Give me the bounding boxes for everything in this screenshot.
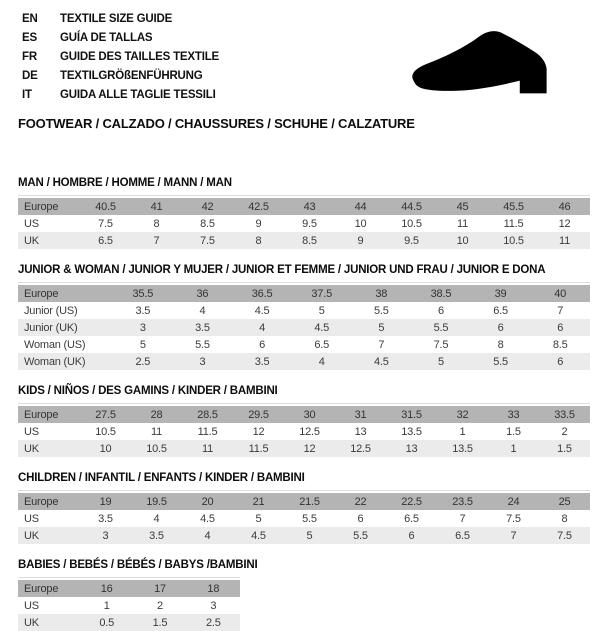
size-value: 3.5 bbox=[232, 353, 292, 370]
size-value: 5 bbox=[284, 527, 335, 544]
size-value: 6.5 bbox=[80, 232, 131, 249]
size-value: 12.5 bbox=[284, 423, 335, 440]
size-value: 25 bbox=[539, 493, 590, 510]
size-value: 1 bbox=[80, 597, 133, 614]
size-value: 6 bbox=[530, 353, 590, 370]
row-label: US bbox=[18, 597, 80, 614]
size-value: 1 bbox=[488, 440, 539, 457]
size-value: 1.5 bbox=[539, 440, 590, 457]
size-value: 7.5 bbox=[488, 510, 539, 527]
size-value: 4.5 bbox=[233, 527, 284, 544]
size-value: 9.5 bbox=[284, 215, 335, 232]
size-value: 10 bbox=[80, 440, 131, 457]
language-code: IT bbox=[22, 89, 32, 101]
table-top-rule bbox=[18, 403, 590, 404]
row-label: Europe bbox=[18, 493, 80, 510]
language-code: FR bbox=[22, 51, 37, 63]
table-top-rule bbox=[18, 490, 590, 491]
size-value: 6.5 bbox=[471, 302, 531, 319]
size-value: 8.5 bbox=[182, 215, 233, 232]
size-value: 1.5 bbox=[133, 614, 186, 631]
size-value: 4 bbox=[131, 510, 182, 527]
size-value: 6 bbox=[386, 527, 437, 544]
row-label: UK bbox=[18, 614, 80, 631]
row-label: US bbox=[18, 510, 80, 527]
size-value: 8.5 bbox=[530, 336, 590, 353]
size-value: 46 bbox=[539, 198, 590, 215]
size-value: 5 bbox=[292, 302, 352, 319]
size-value: 6.5 bbox=[386, 510, 437, 527]
size-value: 6 bbox=[411, 302, 471, 319]
size-value: 23.5 bbox=[437, 493, 488, 510]
size-value: 10 bbox=[437, 232, 488, 249]
size-value: 12 bbox=[539, 215, 590, 232]
size-value: 16 bbox=[80, 580, 133, 597]
size-header-row bbox=[18, 198, 590, 215]
size-value: 40.5 bbox=[80, 198, 131, 215]
size-value: 10.5 bbox=[80, 423, 131, 440]
size-value: 31.5 bbox=[386, 406, 437, 423]
size-value: 3.5 bbox=[173, 319, 233, 336]
size-value: 13 bbox=[386, 440, 437, 457]
table-title: CHILDREN / INFANTIL / ENFANTS / KINDER / BAMBINI bbox=[18, 472, 305, 484]
size-value: 1 bbox=[437, 423, 488, 440]
tables-host bbox=[18, 177, 590, 631]
size-value: 5 bbox=[113, 336, 173, 353]
size-value: 39 bbox=[471, 285, 531, 302]
size-value: 6.5 bbox=[437, 527, 488, 544]
row-label: Europe bbox=[18, 406, 80, 423]
language-label: GUÍA DE TALLAS bbox=[60, 32, 153, 44]
size-value: 6 bbox=[335, 510, 386, 527]
size-value: 35.5 bbox=[113, 285, 173, 302]
size-value: 18 bbox=[187, 580, 240, 597]
size-table-section bbox=[18, 177, 590, 249]
size-table bbox=[18, 198, 590, 249]
row-label: UK bbox=[18, 232, 80, 249]
size-value: 3 bbox=[113, 319, 173, 336]
size-value: 2 bbox=[133, 597, 186, 614]
size-value: 11.5 bbox=[182, 423, 233, 440]
size-value: 11 bbox=[131, 423, 182, 440]
size-value: 22 bbox=[335, 493, 386, 510]
size-value: 5 bbox=[352, 319, 412, 336]
size-value: 43 bbox=[284, 198, 335, 215]
language-code: DE bbox=[22, 70, 38, 82]
size-value: 45.5 bbox=[488, 198, 539, 215]
row-label: Woman (US) bbox=[18, 336, 113, 353]
size-value: 11.5 bbox=[488, 215, 539, 232]
size-value: 7 bbox=[131, 232, 182, 249]
size-value: 0.5 bbox=[80, 614, 133, 631]
size-value: 6.5 bbox=[292, 336, 352, 353]
size-value: 5 bbox=[411, 353, 471, 370]
size-value: 8 bbox=[131, 215, 182, 232]
size-value: 12.5 bbox=[335, 440, 386, 457]
size-value: 13.5 bbox=[386, 423, 437, 440]
size-value: 27.5 bbox=[80, 406, 131, 423]
size-value: 5.5 bbox=[471, 353, 531, 370]
language-label: GUIDA ALLE TAGLIE TESSILI bbox=[60, 89, 216, 101]
size-value: 7 bbox=[530, 302, 590, 319]
size-value: 3.5 bbox=[113, 302, 173, 319]
table-title: KIDS / NIÑOS / DES GAMINS / KINDER / BAMBINI bbox=[18, 385, 278, 397]
language-code: EN bbox=[22, 13, 38, 25]
row-label: US bbox=[18, 215, 80, 232]
size-value: 5.5 bbox=[411, 319, 471, 336]
size-value: 19 bbox=[80, 493, 131, 510]
size-header-row bbox=[18, 580, 240, 597]
size-row bbox=[18, 302, 590, 319]
row-label: UK bbox=[18, 527, 80, 544]
size-row bbox=[18, 232, 590, 249]
size-header-row bbox=[18, 493, 590, 510]
size-value: 5.5 bbox=[173, 336, 233, 353]
size-value: 4 bbox=[173, 302, 233, 319]
size-value: 4.5 bbox=[182, 510, 233, 527]
language-code: ES bbox=[22, 32, 37, 44]
size-value: 3 bbox=[187, 597, 240, 614]
size-value: 5 bbox=[233, 510, 284, 527]
row-label: UK bbox=[18, 440, 80, 457]
size-row bbox=[18, 353, 590, 370]
size-value: 10.5 bbox=[386, 215, 437, 232]
size-value: 5.5 bbox=[352, 302, 412, 319]
size-value: 40 bbox=[530, 285, 590, 302]
table-title: MAN / HOMBRE / HOMME / MANN / MAN bbox=[18, 177, 232, 189]
table-title: JUNIOR & WOMAN / JUNIOR Y MUJER / JUNIOR ET FEMME / JUNIOR UND FRAU / JUNIOR E DONA bbox=[18, 264, 546, 276]
row-label: Europe bbox=[18, 285, 113, 302]
size-value: 28 bbox=[131, 406, 182, 423]
table-top-rule bbox=[18, 195, 590, 196]
size-value: 8.5 bbox=[284, 232, 335, 249]
size-value: 4.5 bbox=[232, 302, 292, 319]
size-value: 10 bbox=[335, 215, 386, 232]
size-value: 2.5 bbox=[187, 614, 240, 631]
size-value: 17 bbox=[133, 580, 186, 597]
size-table bbox=[18, 285, 590, 370]
size-table-section bbox=[18, 385, 590, 457]
size-value: 4.5 bbox=[352, 353, 412, 370]
size-value: 7.5 bbox=[411, 336, 471, 353]
size-value: 9 bbox=[233, 215, 284, 232]
size-value: 12 bbox=[233, 423, 284, 440]
size-value: 21.5 bbox=[284, 493, 335, 510]
size-value: 41 bbox=[131, 198, 182, 215]
size-row bbox=[18, 614, 240, 631]
size-value: 24 bbox=[488, 493, 539, 510]
size-value: 3 bbox=[173, 353, 233, 370]
size-table-section bbox=[18, 264, 590, 370]
size-value: 7.5 bbox=[182, 232, 233, 249]
category-title: FOOTWEAR / CALZADO / CHAUSSURES / SCHUHE / CALZATURE bbox=[18, 116, 415, 131]
size-value: 38.5 bbox=[411, 285, 471, 302]
language-label: TEXTILE SIZE GUIDE bbox=[60, 13, 173, 25]
row-label: Woman (UK) bbox=[18, 353, 113, 370]
size-value: 42 bbox=[182, 198, 233, 215]
size-table bbox=[18, 580, 240, 631]
size-value: 5.5 bbox=[284, 510, 335, 527]
size-value: 6 bbox=[471, 319, 531, 336]
size-row bbox=[18, 215, 590, 232]
row-label: Junior (UK) bbox=[18, 319, 113, 336]
size-value: 5.5 bbox=[335, 527, 386, 544]
size-row bbox=[18, 510, 590, 527]
size-value: 7.5 bbox=[80, 215, 131, 232]
size-value: 11 bbox=[437, 215, 488, 232]
size-header-row bbox=[18, 406, 590, 423]
size-value: 7 bbox=[352, 336, 412, 353]
size-value: 42.5 bbox=[233, 198, 284, 215]
dress-shoe-icon bbox=[398, 24, 570, 106]
size-value: 11 bbox=[539, 232, 590, 249]
size-table bbox=[18, 406, 590, 457]
size-value: 8 bbox=[471, 336, 531, 353]
size-value: 8 bbox=[539, 510, 590, 527]
size-value: 19.5 bbox=[131, 493, 182, 510]
language-label: TEXTILGRÖßENFÜHRUNG bbox=[60, 70, 203, 82]
size-value: 4 bbox=[232, 319, 292, 336]
language-label: GUIDE DES TAILLES TEXTILE bbox=[60, 51, 219, 63]
size-table bbox=[18, 493, 590, 544]
size-table-section bbox=[18, 559, 590, 631]
size-value: 8 bbox=[233, 232, 284, 249]
row-label: Europe bbox=[18, 580, 80, 597]
size-value: 11 bbox=[182, 440, 233, 457]
table-top-rule bbox=[18, 577, 240, 578]
size-value: 4 bbox=[182, 527, 233, 544]
size-value: 30 bbox=[284, 406, 335, 423]
size-value: 21 bbox=[233, 493, 284, 510]
size-value: 22.5 bbox=[386, 493, 437, 510]
size-value: 4 bbox=[292, 353, 352, 370]
size-value: 33.5 bbox=[539, 406, 590, 423]
size-value: 44 bbox=[335, 198, 386, 215]
size-value: 1.5 bbox=[488, 423, 539, 440]
size-value: 13.5 bbox=[437, 440, 488, 457]
size-value: 44.5 bbox=[386, 198, 437, 215]
size-value: 7 bbox=[488, 527, 539, 544]
size-value: 6 bbox=[530, 319, 590, 336]
size-value: 11.5 bbox=[233, 440, 284, 457]
size-value: 2.5 bbox=[113, 353, 173, 370]
size-value: 36.5 bbox=[232, 285, 292, 302]
size-value: 20 bbox=[182, 493, 233, 510]
size-value: 3.5 bbox=[131, 527, 182, 544]
size-value: 3.5 bbox=[80, 510, 131, 527]
size-value: 38 bbox=[352, 285, 412, 302]
size-value: 3 bbox=[80, 527, 131, 544]
table-top-rule bbox=[18, 282, 590, 283]
size-value: 9.5 bbox=[386, 232, 437, 249]
size-value: 29.5 bbox=[233, 406, 284, 423]
size-value: 4.5 bbox=[292, 319, 352, 336]
size-row bbox=[18, 423, 590, 440]
row-label: Junior (US) bbox=[18, 302, 113, 319]
size-value: 28.5 bbox=[182, 406, 233, 423]
row-label: Europe bbox=[18, 198, 80, 215]
size-value: 31 bbox=[335, 406, 386, 423]
size-value: 7 bbox=[437, 510, 488, 527]
size-value: 9 bbox=[335, 232, 386, 249]
size-value: 10.5 bbox=[488, 232, 539, 249]
size-value: 37.5 bbox=[292, 285, 352, 302]
size-value: 12 bbox=[284, 440, 335, 457]
size-row bbox=[18, 336, 590, 353]
size-header-row bbox=[18, 285, 590, 302]
row-label: US bbox=[18, 423, 80, 440]
size-value: 6 bbox=[232, 336, 292, 353]
size-value: 2 bbox=[539, 423, 590, 440]
table-title: BABIES / BEBÉS / BÉBÉS / BABYS /BAMBINI bbox=[18, 559, 258, 571]
size-table-section bbox=[18, 472, 590, 544]
size-value: 10.5 bbox=[131, 440, 182, 457]
size-value: 36 bbox=[173, 285, 233, 302]
size-row bbox=[18, 527, 590, 544]
size-value: 45 bbox=[437, 198, 488, 215]
size-row bbox=[18, 440, 590, 457]
size-value: 13 bbox=[335, 423, 386, 440]
size-value: 33 bbox=[488, 406, 539, 423]
size-row bbox=[18, 319, 590, 336]
size-value: 7.5 bbox=[539, 527, 590, 544]
size-value: 32 bbox=[437, 406, 488, 423]
